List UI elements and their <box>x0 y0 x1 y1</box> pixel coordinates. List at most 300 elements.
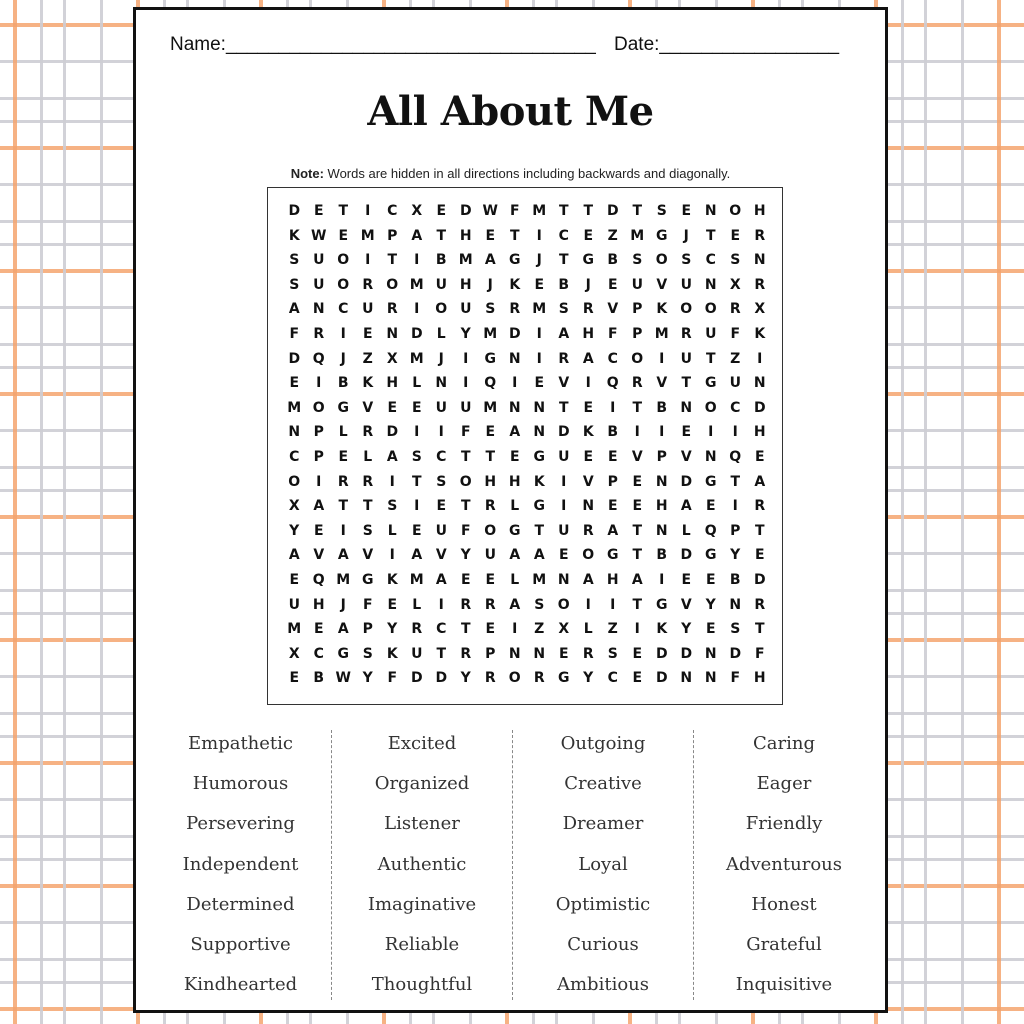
date-field[interactable]: Date:_________________ <box>614 34 840 55</box>
grid-letter[interactable]: O <box>704 301 717 318</box>
grid-letter[interactable]: O <box>655 252 668 269</box>
grid-letter[interactable]: R <box>460 596 472 613</box>
grid-letter[interactable]: E <box>730 227 741 244</box>
grid-letter[interactable]: O <box>459 473 472 490</box>
grid-letter[interactable]: T <box>387 252 398 269</box>
grid-letter[interactable]: A <box>411 227 423 244</box>
grid-letter[interactable]: O <box>508 670 521 687</box>
grid-letter[interactable]: R <box>558 350 570 367</box>
grid-letter[interactable]: T <box>534 522 545 539</box>
grid-letter[interactable]: E <box>534 375 545 392</box>
grid-letter[interactable]: L <box>338 424 348 441</box>
grid-letter[interactable]: G <box>509 522 521 539</box>
grid-letter[interactable]: E <box>681 203 692 219</box>
grid-letter[interactable]: O <box>312 399 325 416</box>
grid-letter[interactable]: F <box>460 424 471 441</box>
grid-letter[interactable]: V <box>607 301 619 318</box>
grid-letter[interactable]: G <box>705 547 717 564</box>
grid-letter[interactable]: N <box>508 645 521 662</box>
grid-letter[interactable]: U <box>435 522 447 539</box>
grid-letter[interactable]: G <box>533 448 545 465</box>
grid-letter[interactable]: Q <box>606 375 619 392</box>
grid-letter[interactable]: M <box>532 571 547 588</box>
grid-letter[interactable]: E <box>754 448 765 465</box>
grid-letter[interactable]: N <box>533 424 546 441</box>
grid-letter[interactable]: N <box>704 448 717 465</box>
grid-letter[interactable]: T <box>509 227 520 244</box>
grid-letter[interactable]: N <box>508 350 521 367</box>
grid-letter[interactable]: B <box>558 276 570 293</box>
grid-letter[interactable]: U <box>460 399 472 416</box>
grid-letter[interactable]: O <box>386 276 399 293</box>
grid-letter[interactable]: U <box>288 596 300 613</box>
grid-letter[interactable]: D <box>410 325 423 342</box>
grid-letter[interactable]: R <box>680 325 692 342</box>
grid-letter[interactable]: T <box>485 448 496 465</box>
grid-letter[interactable]: S <box>632 252 643 269</box>
grid-letter[interactable]: R <box>313 325 325 342</box>
grid-letter[interactable]: M <box>409 350 424 367</box>
grid-letter[interactable]: C <box>289 448 300 465</box>
grid-letter[interactable]: E <box>485 424 496 441</box>
grid-letter[interactable]: R <box>386 301 398 318</box>
grid-letter[interactable]: I <box>414 301 420 318</box>
grid-letter[interactable]: W <box>335 670 351 687</box>
grid-letter[interactable]: C <box>387 203 398 219</box>
grid-letter[interactable]: E <box>583 448 594 465</box>
grid-letter[interactable]: I <box>512 375 518 392</box>
grid-letter[interactable]: Y <box>362 670 373 687</box>
grid-letter[interactable]: G <box>362 571 374 588</box>
grid-letter[interactable]: J <box>340 350 346 367</box>
grid-letter[interactable]: O <box>680 301 693 318</box>
grid-letter[interactable]: D <box>753 571 766 588</box>
grid-letter[interactable]: S <box>362 522 373 539</box>
grid-letter[interactable]: U <box>680 350 692 367</box>
grid-letter[interactable]: E <box>607 448 618 465</box>
grid-letter[interactable]: K <box>362 375 374 392</box>
grid-letter[interactable]: I <box>389 547 395 564</box>
grid-letter[interactable]: X <box>729 276 741 293</box>
grid-letter[interactable]: I <box>463 350 469 367</box>
grid-letter[interactable]: R <box>411 621 423 638</box>
grid-letter[interactable]: A <box>680 498 692 515</box>
grid-letter[interactable]: T <box>558 399 569 416</box>
grid-letter[interactable]: H <box>655 498 668 515</box>
grid-letter[interactable]: I <box>365 252 371 269</box>
grid-letter[interactable]: O <box>729 203 742 219</box>
grid-letter[interactable]: U <box>460 301 472 318</box>
grid-letter[interactable]: E <box>485 621 496 638</box>
grid-letter[interactable]: E <box>681 424 692 441</box>
grid-letter[interactable]: E <box>558 645 569 662</box>
grid-letter[interactable]: M <box>483 325 498 342</box>
grid-letter[interactable]: K <box>386 571 398 588</box>
grid-letter[interactable]: S <box>485 301 496 318</box>
grid-letter[interactable]: T <box>436 645 447 662</box>
grid-letter[interactable]: O <box>557 596 570 613</box>
grid-letter[interactable]: L <box>387 522 397 539</box>
grid-letter[interactable]: N <box>753 252 766 269</box>
grid-letter[interactable]: A <box>533 547 545 564</box>
grid-letter[interactable]: M <box>287 399 302 416</box>
grid-letter[interactable]: G <box>705 473 717 490</box>
grid-letter[interactable]: Q <box>312 571 325 588</box>
grid-letter[interactable]: E <box>411 522 422 539</box>
grid-letter[interactable]: G <box>337 645 349 662</box>
grid-letter[interactable]: Y <box>730 547 741 564</box>
grid-letter[interactable]: D <box>655 670 668 687</box>
grid-letter[interactable]: P <box>730 522 741 539</box>
grid-letter[interactable]: W <box>311 227 327 244</box>
grid-letter[interactable]: I <box>561 498 567 515</box>
grid-letter[interactable]: Y <box>460 547 471 564</box>
grid-letter[interactable]: G <box>509 252 521 269</box>
grid-letter[interactable]: H <box>753 424 766 441</box>
grid-letter[interactable]: L <box>412 596 422 613</box>
grid-letter[interactable]: E <box>362 325 373 342</box>
grid-letter[interactable]: R <box>582 645 594 662</box>
grid-letter[interactable]: Q <box>704 522 717 539</box>
grid-letter[interactable]: I <box>463 375 469 392</box>
grid-letter[interactable]: D <box>729 645 742 662</box>
grid-letter[interactable]: H <box>582 325 595 342</box>
grid-letter[interactable]: S <box>289 276 300 293</box>
grid-letter[interactable]: G <box>705 375 717 392</box>
grid-letter[interactable]: X <box>754 301 766 318</box>
grid-letter[interactable]: U <box>729 375 741 392</box>
grid-letter[interactable]: W <box>482 203 498 219</box>
grid-letter[interactable]: I <box>536 325 542 342</box>
grid-letter[interactable]: E <box>436 498 447 515</box>
grid-letter[interactable]: C <box>436 448 447 465</box>
grid-letter[interactable]: E <box>313 522 324 539</box>
grid-letter[interactable]: A <box>313 498 325 515</box>
grid-letter[interactable]: P <box>632 325 643 342</box>
grid-letter[interactable]: E <box>338 227 349 244</box>
grid-letter[interactable]: A <box>288 547 300 564</box>
grid-letter[interactable]: N <box>680 670 693 687</box>
grid-letter[interactable]: V <box>680 448 692 465</box>
grid-letter[interactable]: S <box>607 645 618 662</box>
grid-letter[interactable]: F <box>607 325 618 342</box>
grid-letter[interactable]: B <box>729 571 741 588</box>
grid-letter[interactable]: P <box>656 448 667 465</box>
grid-letter[interactable]: Y <box>387 621 398 638</box>
grid-letter[interactable]: U <box>411 645 423 662</box>
grid-letter[interactable]: E <box>632 473 643 490</box>
grid-letter[interactable]: I <box>340 325 346 342</box>
grid-letter[interactable]: M <box>409 571 424 588</box>
grid-letter[interactable]: C <box>313 645 324 662</box>
grid-letter[interactable]: E <box>632 498 643 515</box>
grid-letter[interactable]: J <box>438 350 444 367</box>
grid-letter[interactable]: L <box>436 325 446 342</box>
grid-letter[interactable]: A <box>754 473 766 490</box>
grid-letter[interactable]: V <box>656 375 668 392</box>
grid-letter[interactable]: M <box>532 301 547 318</box>
grid-letter[interactable]: X <box>411 203 423 219</box>
grid-letter[interactable]: U <box>558 448 570 465</box>
grid-letter[interactable]: T <box>558 203 569 219</box>
grid-letter[interactable]: F <box>509 203 520 219</box>
grid-letter[interactable]: T <box>338 203 349 219</box>
grid-letter[interactable]: T <box>730 473 741 490</box>
grid-letter[interactable]: C <box>607 350 618 367</box>
grid-letter[interactable]: C <box>705 252 716 269</box>
grid-letter[interactable]: F <box>460 522 471 539</box>
grid-letter[interactable]: O <box>288 473 301 490</box>
grid-letter[interactable]: F <box>289 325 300 342</box>
grid-letter[interactable]: P <box>313 448 324 465</box>
grid-letter[interactable]: I <box>585 596 591 613</box>
grid-letter[interactable]: A <box>337 621 349 638</box>
grid-letter[interactable]: K <box>656 301 668 318</box>
grid-letter[interactable]: T <box>632 203 643 219</box>
grid-letter[interactable]: P <box>362 621 373 638</box>
grid-letter[interactable]: I <box>708 424 714 441</box>
grid-letter[interactable]: M <box>360 227 375 244</box>
grid-letter[interactable]: A <box>558 325 570 342</box>
grid-letter[interactable]: R <box>754 596 766 613</box>
grid-letter[interactable]: C <box>338 301 349 318</box>
grid-letter[interactable]: O <box>484 522 497 539</box>
grid-letter[interactable]: I <box>659 571 665 588</box>
grid-letter[interactable]: R <box>631 375 643 392</box>
grid-letter[interactable]: X <box>558 621 570 638</box>
grid-letter[interactable]: R <box>754 498 766 515</box>
grid-letter[interactable]: F <box>387 670 398 687</box>
grid-letter[interactable]: M <box>630 227 645 244</box>
grid-letter[interactable]: A <box>631 571 643 588</box>
grid-letter[interactable]: T <box>754 522 765 539</box>
grid-letter[interactable]: F <box>730 670 741 687</box>
grid-letter[interactable]: D <box>606 203 619 219</box>
grid-letter[interactable]: S <box>436 473 447 490</box>
grid-letter[interactable]: V <box>362 399 374 416</box>
grid-letter[interactable]: R <box>729 301 741 318</box>
grid-letter[interactable]: Z <box>534 621 545 638</box>
grid-letter[interactable]: D <box>435 670 448 687</box>
grid-letter[interactable]: M <box>532 203 547 219</box>
grid-letter[interactable]: T <box>632 399 643 416</box>
grid-letter[interactable]: C <box>436 621 447 638</box>
grid-letter[interactable]: R <box>509 301 521 318</box>
grid-letter[interactable]: I <box>732 498 738 515</box>
grid-letter[interactable]: J <box>585 276 591 293</box>
grid-letter[interactable]: E <box>387 596 398 613</box>
grid-letter[interactable]: R <box>754 227 766 244</box>
grid-letter[interactable]: E <box>313 203 324 219</box>
grid-letter[interactable]: Y <box>583 670 594 687</box>
grid-letter[interactable]: S <box>656 203 667 219</box>
grid-letter[interactable]: T <box>460 498 471 515</box>
grid-letter[interactable]: O <box>704 399 717 416</box>
grid-letter[interactable]: G <box>582 252 594 269</box>
grid-letter[interactable]: R <box>582 522 594 539</box>
grid-letter[interactable]: K <box>754 325 766 342</box>
grid-letter[interactable]: D <box>655 645 668 662</box>
grid-letter[interactable]: G <box>484 350 496 367</box>
grid-letter[interactable]: S <box>362 645 373 662</box>
grid-letter[interactable]: B <box>313 670 325 687</box>
grid-letter[interactable]: C <box>558 227 569 244</box>
grid-letter[interactable]: Z <box>730 350 741 367</box>
grid-letter[interactable]: B <box>656 547 668 564</box>
grid-letter[interactable]: T <box>436 227 447 244</box>
grid-letter[interactable]: X <box>288 498 300 515</box>
grid-letter[interactable]: N <box>704 645 717 662</box>
grid-letter[interactable]: A <box>484 252 496 269</box>
grid-letter[interactable]: U <box>705 325 717 342</box>
grid-letter[interactable]: E <box>313 621 324 638</box>
grid-letter[interactable]: R <box>484 670 496 687</box>
grid-letter[interactable]: N <box>533 399 546 416</box>
grid-letter[interactable]: N <box>582 498 595 515</box>
grid-letter[interactable]: L <box>363 448 373 465</box>
grid-letter[interactable]: T <box>558 252 569 269</box>
grid-letter[interactable]: E <box>705 571 716 588</box>
grid-letter[interactable]: F <box>730 325 741 342</box>
grid-letter[interactable]: E <box>338 448 349 465</box>
grid-letter[interactable]: U <box>313 252 325 269</box>
grid-letter[interactable]: E <box>754 547 765 564</box>
grid-letter[interactable]: M <box>654 325 669 342</box>
grid-letter[interactable]: T <box>705 350 716 367</box>
grid-letter[interactable]: N <box>312 301 325 318</box>
grid-letter[interactable]: S <box>730 252 741 269</box>
grid-letter[interactable]: E <box>607 498 618 515</box>
grid-letter[interactable]: K <box>288 227 300 244</box>
grid-letter[interactable]: V <box>656 276 668 293</box>
grid-letter[interactable]: I <box>389 473 395 490</box>
grid-letter[interactable]: X <box>288 645 300 662</box>
grid-letter[interactable]: Z <box>607 227 618 244</box>
grid-letter[interactable]: L <box>510 571 520 588</box>
grid-letter[interactable]: R <box>484 498 496 515</box>
grid-letter[interactable]: R <box>362 424 374 441</box>
grid-letter[interactable]: P <box>632 301 643 318</box>
grid-letter[interactable]: P <box>485 645 496 662</box>
grid-letter[interactable]: D <box>680 547 693 564</box>
grid-letter[interactable]: D <box>288 350 301 367</box>
grid-letter[interactable]: N <box>680 399 693 416</box>
grid-letter[interactable]: S <box>411 448 422 465</box>
grid-letter[interactable]: I <box>414 424 420 441</box>
grid-letter[interactable]: H <box>753 203 766 219</box>
grid-letter[interactable]: N <box>435 375 448 392</box>
grid-letter[interactable]: A <box>288 301 300 318</box>
grid-letter[interactable]: T <box>411 473 422 490</box>
grid-letter[interactable]: U <box>435 399 447 416</box>
grid-letter[interactable]: V <box>631 448 643 465</box>
grid-letter[interactable]: T <box>632 522 643 539</box>
grid-letter[interactable]: E <box>289 375 300 392</box>
grid-letter[interactable]: L <box>681 522 691 539</box>
grid-letter[interactable]: Y <box>681 621 692 638</box>
grid-letter[interactable]: I <box>316 375 322 392</box>
grid-letter[interactable]: V <box>680 596 692 613</box>
grid-letter[interactable]: D <box>753 399 766 416</box>
grid-letter[interactable]: E <box>632 645 643 662</box>
grid-letter[interactable]: D <box>459 203 472 219</box>
grid-letter[interactable]: H <box>312 596 325 613</box>
grid-letter[interactable]: P <box>387 227 398 244</box>
grid-letter[interactable]: E <box>607 276 618 293</box>
grid-letter[interactable]: E <box>681 571 692 588</box>
grid-letter[interactable]: I <box>659 424 665 441</box>
grid-letter[interactable]: V <box>313 547 325 564</box>
grid-letter[interactable]: G <box>558 670 570 687</box>
grid-letter[interactable]: N <box>753 375 766 392</box>
grid-letter[interactable]: E <box>289 571 300 588</box>
grid-letter[interactable]: N <box>533 645 546 662</box>
grid-letter[interactable]: E <box>583 399 594 416</box>
grid-letter[interactable]: J <box>487 276 493 293</box>
grid-letter[interactable]: A <box>607 522 619 539</box>
grid-letter[interactable]: A <box>509 547 521 564</box>
grid-letter[interactable]: M <box>409 276 424 293</box>
grid-letter[interactable]: P <box>607 473 618 490</box>
grid-letter[interactable]: R <box>582 301 594 318</box>
grid-letter[interactable]: E <box>485 227 496 244</box>
grid-letter[interactable]: T <box>460 621 471 638</box>
grid-letter[interactable]: A <box>337 547 349 564</box>
grid-letter[interactable]: G <box>607 547 619 564</box>
name-field[interactable]: Name:___________________________________ <box>170 34 596 55</box>
grid-letter[interactable]: M <box>336 571 351 588</box>
grid-letter[interactable]: Q <box>484 375 497 392</box>
grid-letter[interactable]: G <box>656 227 668 244</box>
grid-letter[interactable]: B <box>607 252 619 269</box>
grid-letter[interactable]: H <box>753 670 766 687</box>
grid-letter[interactable]: E <box>583 227 594 244</box>
grid-letter[interactable]: E <box>534 276 545 293</box>
grid-letter[interactable]: A <box>386 448 398 465</box>
grid-letter[interactable]: E <box>509 448 520 465</box>
grid-letter[interactable]: E <box>436 203 447 219</box>
grid-letter[interactable]: U <box>680 276 692 293</box>
grid-letter[interactable]: A <box>509 424 521 441</box>
grid-letter[interactable]: E <box>411 399 422 416</box>
grid-letter[interactable]: R <box>362 473 374 490</box>
grid-letter[interactable]: H <box>484 473 497 490</box>
grid-letter[interactable]: Y <box>289 522 300 539</box>
grid-letter[interactable]: G <box>533 498 545 515</box>
grid-letter[interactable]: E <box>289 670 300 687</box>
grid-letter[interactable]: J <box>683 227 689 244</box>
grid-letter[interactable]: I <box>414 498 420 515</box>
grid-letter[interactable]: U <box>631 276 643 293</box>
grid-letter[interactable]: B <box>656 399 668 416</box>
grid-letter[interactable]: A <box>582 571 594 588</box>
grid-letter[interactable]: R <box>460 645 472 662</box>
grid-letter[interactable]: A <box>435 571 447 588</box>
grid-letter[interactable]: I <box>536 350 542 367</box>
grid-letter[interactable]: D <box>557 424 570 441</box>
grid-letter[interactable]: O <box>631 350 644 367</box>
grid-letter[interactable]: Z <box>362 350 373 367</box>
grid-letter[interactable]: B <box>337 375 349 392</box>
grid-letter[interactable]: O <box>582 547 595 564</box>
grid-letter[interactable]: I <box>757 350 763 367</box>
grid-letter[interactable]: I <box>512 621 518 638</box>
grid-letter[interactable]: M <box>287 621 302 638</box>
grid-letter[interactable]: P <box>313 424 324 441</box>
grid-letter[interactable]: U <box>435 276 447 293</box>
grid-letter[interactable]: B <box>435 252 447 269</box>
grid-letter[interactable]: R <box>533 670 545 687</box>
